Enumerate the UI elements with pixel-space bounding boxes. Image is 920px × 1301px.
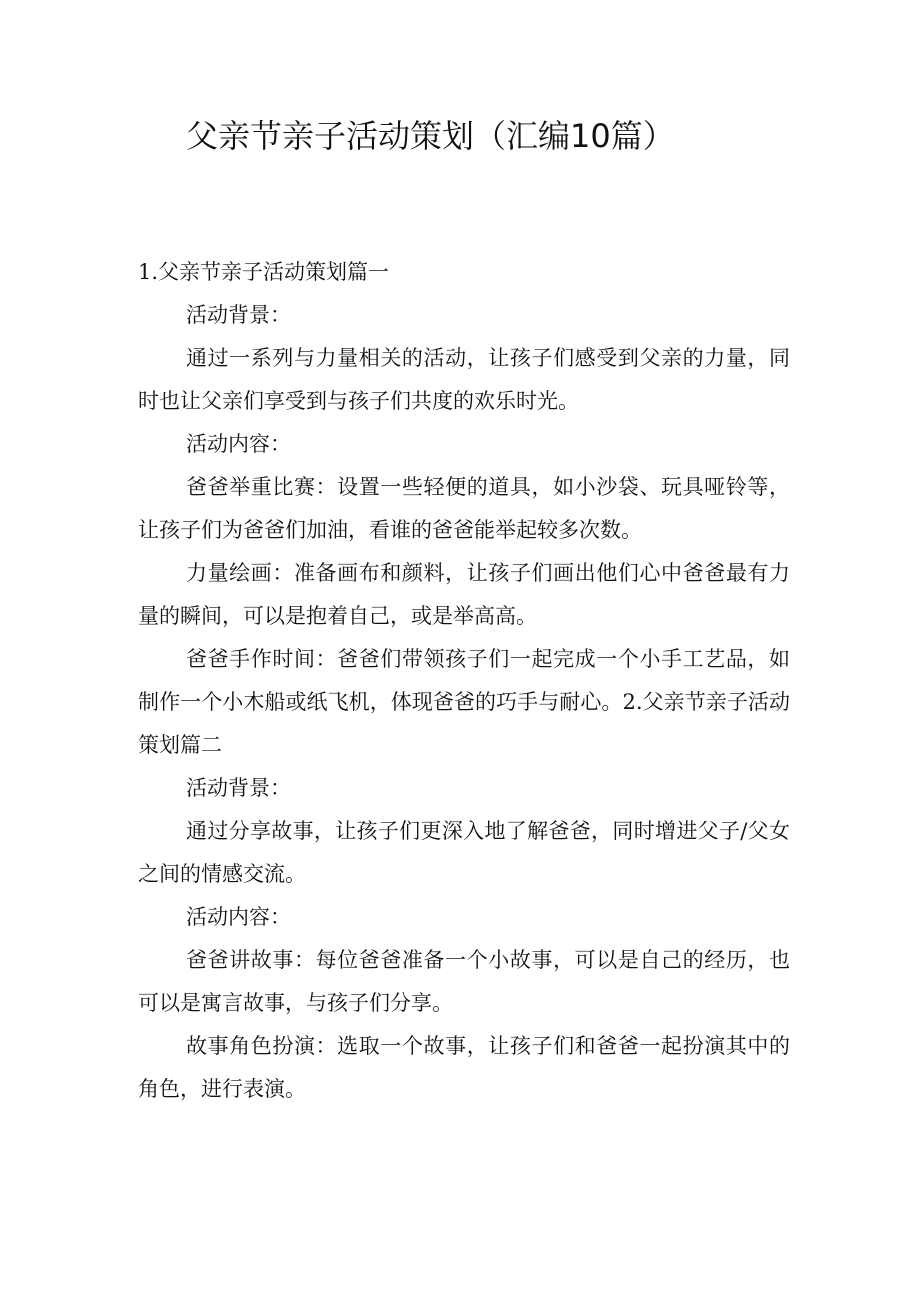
paragraph: 通过一系列与力量相关的活动，让孩子们感受到父亲的力量，同时也让父亲们享受到与孩子们共度的欢乐时光。 — [138, 346, 790, 413]
paragraph: 活动背景： — [186, 776, 291, 800]
paragraph: 爸爸举重比赛：设置一些轻便的道具，如小沙袋、玩具哑铃等，让孩子们为爸爸们加油，看谁的爸爸能举起较多次数。 — [138, 475, 790, 542]
section-heading-1: 1.父亲节亲子活动策划篇一 — [138, 260, 390, 284]
paragraph: 活动背景： — [186, 303, 291, 327]
document-body — [138, 251, 790, 1111]
paragraph: 通过分享故事，让孩子们更深入地了解爸爸，同时增进父子/父女之间的情感交流。 — [138, 819, 790, 886]
paragraph: 活动内容： — [186, 905, 291, 929]
paragraph: 故事角色扮演：选取一个故事，让孩子们和爸爸一起扮演其中的角色，进行表演。 — [138, 1034, 790, 1101]
paragraph: 爸爸手作时间：爸爸们带领孩子们一起完成一个小手工艺品，如制作一个小木船或纸飞机，体现爸爸的巧手与耐心。2.父亲节亲子活动策划篇二 — [138, 647, 790, 757]
document-title: 父亲节亲子活动策划（汇编10篇） — [186, 117, 675, 155]
paragraph: 力量绘画：准备画布和颜料，让孩子们画出他们心中爸爸最有力量的瞬间，可以是抱着自己，或是举高高。 — [138, 561, 790, 628]
paragraph: 爸爸讲故事：每位爸爸准备一个小故事，可以是自己的经历，也可以是寓言故事，与孩子们分享。 — [138, 948, 790, 1015]
paragraph: 活动内容： — [186, 432, 291, 456]
